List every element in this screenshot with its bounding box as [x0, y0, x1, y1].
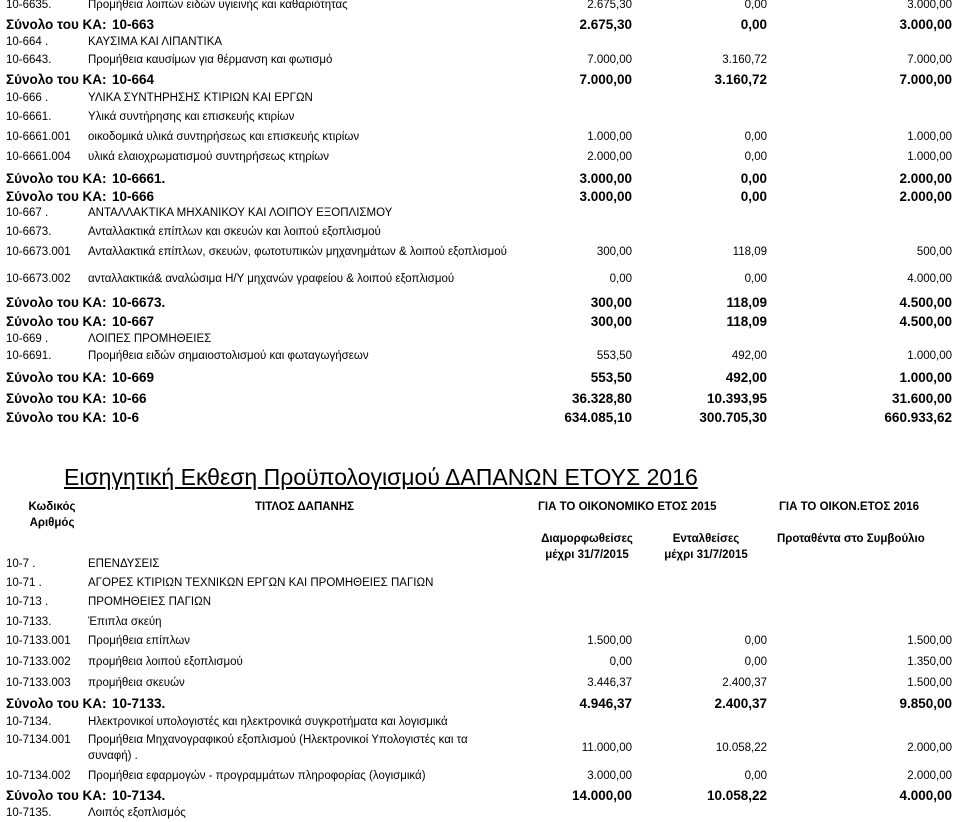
account-description: 10-6: [112, 410, 140, 425]
account-description: 10-663: [112, 17, 155, 32]
amount-formed: 0,00: [609, 273, 632, 285]
amount-formed: 1.000,00: [587, 131, 632, 143]
account-description: Ανταλλακτικά επίπλων, σκευών, φωτοτυπικών μηχανημάτων & λοιπού εξοπλισμού: [88, 246, 507, 258]
amount-ordered: 118,09: [726, 295, 767, 310]
account-code: 10-6673.: [6, 226, 52, 238]
account-description: 10-669: [112, 370, 155, 385]
account-description: Προμήθεια Μηχανογραφικού εξοπλισμού (Ηλεκτρονικοί Υπολογιστές και τα συναφή) .: [88, 734, 468, 762]
account-code: 10-6673.002: [6, 273, 71, 285]
account-code: 10-7133.: [6, 616, 52, 628]
amount-formed: 0,00: [609, 656, 632, 668]
amount-proposed: 1.000,00: [907, 350, 952, 362]
amount-ordered: 0,00: [744, 131, 767, 143]
account-description: Προμήθεια καυσίμων για θέρμανση και φωτισμό: [88, 54, 333, 66]
account-code: 10-6661.: [6, 111, 52, 123]
amount-ordered: 10.058,22: [706, 788, 767, 803]
total-row: [0, 389, 960, 408]
account-code: 10-667 .: [6, 207, 49, 219]
account-code: 10-7134.001: [6, 734, 71, 746]
amount-formed: 3.446,37: [587, 677, 632, 689]
amount-formed: 3.000,00: [579, 171, 632, 186]
account-code: Σύνολο του ΚΑ:: [6, 295, 107, 310]
table-row: [0, 674, 960, 692]
table-row: [0, 731, 960, 765]
table-row: [0, 804, 960, 822]
account-description: 10-7133.: [112, 696, 166, 711]
header-ordered-line1: Ενταλθείσες: [672, 533, 740, 545]
account-code: 10-666 .: [6, 92, 49, 104]
account-description: ΑΓΟΡΕΣ ΚΤΙΡΙΩΝ ΤΕΧΝΙΚΩΝ ΕΡΓΩΝ ΚΑΙ ΠΡΟΜΗΘΕΙΕΣ ΠΑΓΙΩΝ: [88, 577, 434, 589]
amount-proposed: 2.000,00: [907, 742, 952, 754]
group-row: [0, 593, 960, 611]
account-description: Προμήθεια επίπλων: [88, 635, 191, 647]
account-description: ΕΠΕΝΔΥΣΕΙΣ: [88, 558, 160, 570]
amount-proposed: 1.500,00: [907, 677, 952, 689]
amount-ordered: 0,00: [744, 0, 767, 11]
account-code: Σύνολο του ΚΑ:: [6, 171, 107, 186]
account-code: 10-71 .: [6, 577, 42, 589]
amount-proposed: 2.000,00: [899, 189, 952, 204]
header-code-line1: Κωδικός: [28, 501, 76, 513]
amount-formed: 7.000,00: [579, 72, 632, 87]
amount-proposed: 3.000,00: [907, 0, 952, 11]
amount-ordered: 2.400,37: [714, 696, 767, 711]
table-row: [0, 0, 960, 14]
account-code: 10-664 .: [6, 36, 49, 48]
total-row: [0, 786, 960, 805]
total-row: [0, 169, 960, 188]
account-description: ΠΡΟΜΗΘΕΙΕΣ ΠΑΓΙΩΝ: [88, 596, 211, 608]
amount-formed: 300,00: [596, 246, 632, 258]
account-code: 10-7133.002: [6, 656, 71, 668]
account-description: Προμήθεια λοιπών ειδών υγιεινής και καθαριότητας: [88, 0, 348, 11]
amount-proposed: 1.000,00: [899, 370, 952, 385]
amount-formed: 2.675,30: [579, 17, 632, 32]
amount-proposed: 1.350,00: [907, 656, 952, 668]
account-description: Προμήθεια εφαρμογών - προγραμμάτων πληροφορίας (λογισμικά): [88, 770, 426, 782]
amount-formed: 300,00: [590, 295, 632, 310]
amount-proposed: 2.000,00: [907, 770, 952, 782]
amount-formed: 7.000,00: [587, 54, 632, 66]
group-row: [0, 204, 960, 222]
amount-ordered: 10.058,22: [715, 742, 767, 754]
amount-ordered: 10.393,95: [706, 391, 767, 406]
account-description: προμήθεια λοιπού εξοπλισμού: [88, 656, 243, 668]
amount-ordered: 492,00: [725, 370, 767, 385]
account-code: Σύνολο του ΚΑ:: [6, 788, 107, 803]
account-description: Έπιπλα σκεύη: [88, 616, 162, 628]
table-row: [0, 108, 960, 126]
group-row: [0, 330, 960, 348]
total-row: [0, 293, 960, 312]
amount-ordered: 0,00: [740, 171, 767, 186]
header-proposed: Προταθέντα στο Συμβούλιο: [777, 533, 925, 545]
amount-proposed: 500,00: [916, 246, 952, 258]
amount-proposed: 4.500,00: [899, 295, 952, 310]
group-row: [0, 555, 960, 573]
account-code: 10-7 .: [6, 558, 36, 570]
table-row: [0, 632, 960, 650]
account-code: 10-6635.: [6, 0, 52, 11]
account-description: υλικά ελαιοχρωματισμού συντηρήσεως κτηρίων: [88, 151, 330, 163]
amount-proposed: 31.600,00: [891, 391, 952, 406]
amount-formed: 553,50: [596, 350, 632, 362]
group-row: [0, 574, 960, 592]
amount-ordered: 0,00: [744, 635, 767, 647]
amount-ordered: 492,00: [731, 350, 767, 362]
account-description: ΚΑΥΣΙΜΑ ΚΑΙ ΛΙΠΑΝΤΙΚΑ: [88, 36, 223, 48]
amount-proposed: 9.850,00: [899, 696, 952, 711]
account-code: Σύνολο του ΚΑ:: [6, 17, 107, 32]
account-description: Λοιπός εξοπλισμός: [88, 807, 186, 819]
account-description: Προμήθεια ειδών σημαιοστολισμού και φωταγωγήσεων: [88, 350, 369, 362]
amount-formed: 553,50: [590, 370, 632, 385]
account-description: 10-666: [112, 189, 155, 204]
header-budget-2016: ΓΙΑ ΤΟ ΟΙΚΟΝ.ΕΤΟΣ 2016: [779, 501, 920, 513]
amount-formed: 36.328,80: [571, 391, 632, 406]
amount-formed: 3.000,00: [579, 189, 632, 204]
amount-ordered: 0,00: [740, 189, 767, 204]
table-row: [0, 51, 960, 69]
account-code: 10-6691.: [6, 350, 52, 362]
amount-ordered: 118,09: [732, 246, 767, 258]
header-title: ΤΙΤΛΟΣ ΔΑΠΑΝΗΣ: [255, 501, 355, 513]
total-row: [0, 368, 960, 387]
table-row: [0, 270, 960, 288]
amount-formed: 3.000,00: [587, 770, 632, 782]
amount-ordered: 2.400,37: [722, 677, 767, 689]
group-row: [0, 89, 960, 107]
amount-formed: 11.000,00: [581, 742, 632, 754]
amount-formed: 1.500,00: [587, 635, 632, 647]
account-description: 10-7134.: [112, 788, 166, 803]
table-row: [0, 613, 960, 631]
table-row: [0, 767, 960, 785]
table-row: [0, 243, 960, 261]
table-row: [0, 223, 960, 241]
account-description: ανταλλακτικά& αναλώσιμα Η/Υ μηχανών γραφείου & λοιπού εξοπλισμού: [88, 273, 455, 285]
amount-ordered: 3.160,72: [714, 72, 767, 87]
table-row: [0, 148, 960, 166]
amount-formed: 634.085,10: [564, 410, 632, 425]
account-code: Σύνολο του ΚΑ:: [6, 410, 107, 425]
amount-proposed: 2.000,00: [899, 171, 952, 186]
account-description: Υλικά συντήρησης και επισκευής κτιρίων: [88, 111, 295, 123]
account-description: 10-664: [112, 72, 155, 87]
account-description: Ηλεκτρονικοί υπολογιστές και ηλεκτρονικά συγκροτήματα και λογισμικά: [88, 716, 448, 728]
account-code: Σύνολο του ΚΑ:: [6, 72, 107, 87]
account-code: 10-6661.004: [6, 151, 71, 163]
table-row: [0, 653, 960, 671]
account-code: 10-6661.001: [6, 131, 71, 143]
account-code: Σύνολο του ΚΑ:: [6, 314, 107, 329]
table-row: [0, 347, 960, 365]
amount-ordered: 0,00: [744, 273, 767, 285]
account-code: Σύνολο του ΚΑ:: [6, 370, 107, 385]
account-description: 10-667: [112, 314, 155, 329]
account-code: 10-7134.002: [6, 770, 71, 782]
amount-proposed: 660.933,62: [884, 410, 952, 425]
amount-formed: 4.946,37: [579, 696, 632, 711]
account-description: 10-66: [112, 391, 147, 406]
amount-proposed: 4.500,00: [899, 314, 952, 329]
total-row: [0, 408, 960, 427]
amount-proposed: 4.000,00: [907, 273, 952, 285]
account-description: οικοδομικά υλικά συντηρήσεως και επισκευής κτιρίων: [88, 131, 360, 143]
amount-proposed: 7.000,00: [907, 54, 952, 66]
total-row: [0, 15, 960, 34]
amount-proposed: 1.000,00: [907, 131, 952, 143]
header-ordered-line2: μέχρι 31/7/2015: [664, 549, 748, 561]
account-description: ΛΟΙΠΕΣ ΠΡΟΜΗΘΕΙΕΣ: [88, 333, 212, 345]
total-row: [0, 70, 960, 89]
account-code: 10-7134.: [6, 716, 52, 728]
amount-proposed: 1.000,00: [907, 151, 952, 163]
amount-proposed: 4.000,00: [899, 788, 952, 803]
amount-ordered: 300.705,30: [699, 410, 767, 425]
amount-proposed: 7.000,00: [899, 72, 952, 87]
account-code: Σύνολο του ΚΑ:: [6, 696, 107, 711]
page-title: Εισηγητική Εκθεση Προϋπολογισμού ΔΑΠΑΝΩΝ ΕΤΟΥΣ 2016: [64, 464, 698, 490]
account-code: 10-7135.: [6, 807, 52, 819]
amount-proposed: 3.000,00: [899, 17, 952, 32]
amount-ordered: 3.160,72: [722, 54, 767, 66]
account-code: 10-713 .: [6, 596, 49, 608]
amount-ordered: 0,00: [744, 770, 767, 782]
amount-ordered: 0,00: [744, 151, 767, 163]
amount-ordered: 0,00: [740, 17, 767, 32]
table-row: [0, 713, 960, 731]
account-description: προμήθεια σκευών: [88, 677, 185, 689]
header-formed-line2: μέχρι 31/7/2015: [545, 549, 629, 561]
account-description: ΑΝΤΑΛΛΑΚΤΙΚΑ ΜΗΧΑΝΙΚΟΥ ΚΑΙ ΛΟΙΠΟΥ ΕΞΟΠΛΙΣΜΟΥ: [88, 207, 393, 219]
account-code: Σύνολο του ΚΑ:: [6, 391, 107, 406]
account-description: 10-6661.: [112, 171, 166, 186]
amount-formed: 14.000,00: [571, 788, 632, 803]
account-description: ΥΛΙΚΑ ΣΥΝΤΗΡΗΣΗΣ ΚΤΙΡΙΩΝ ΚΑΙ ΕΡΓΩΝ: [88, 92, 313, 104]
account-code: 10-6673.001: [6, 246, 71, 258]
total-row: [0, 694, 960, 713]
account-code: Σύνολο του ΚΑ:: [6, 189, 107, 204]
account-description: 10-6673.: [112, 295, 166, 310]
header-formed-line1: Διαμορφωθείσες: [541, 533, 633, 545]
amount-formed: 300,00: [590, 314, 632, 329]
account-code: 10-7133.003: [6, 677, 71, 689]
account-code: 10-7133.001: [6, 635, 71, 647]
account-code: 10-6643.: [6, 54, 52, 66]
table-row: [0, 128, 960, 146]
amount-proposed: 1.500,00: [907, 635, 952, 647]
header-budget-2015: ΓΙΑ ΤΟ ΟΙΚΟΝΟΜΙΚΟ ΕΤΟΣ 2015: [538, 501, 717, 513]
amount-formed: 2.675,30: [587, 0, 632, 11]
total-row: [0, 312, 960, 331]
amount-ordered: 118,09: [726, 314, 767, 329]
group-row: [0, 33, 960, 51]
account-description: Ανταλλακτικά επίπλων και σκευών και λοιπού εξοπλισμού: [88, 226, 381, 238]
amount-formed: 2.000,00: [587, 151, 632, 163]
amount-ordered: 0,00: [744, 656, 767, 668]
header-code-line2: Αριθμός: [29, 517, 75, 529]
account-code: 10-669 .: [6, 333, 49, 345]
header-code: [8, 499, 96, 531]
